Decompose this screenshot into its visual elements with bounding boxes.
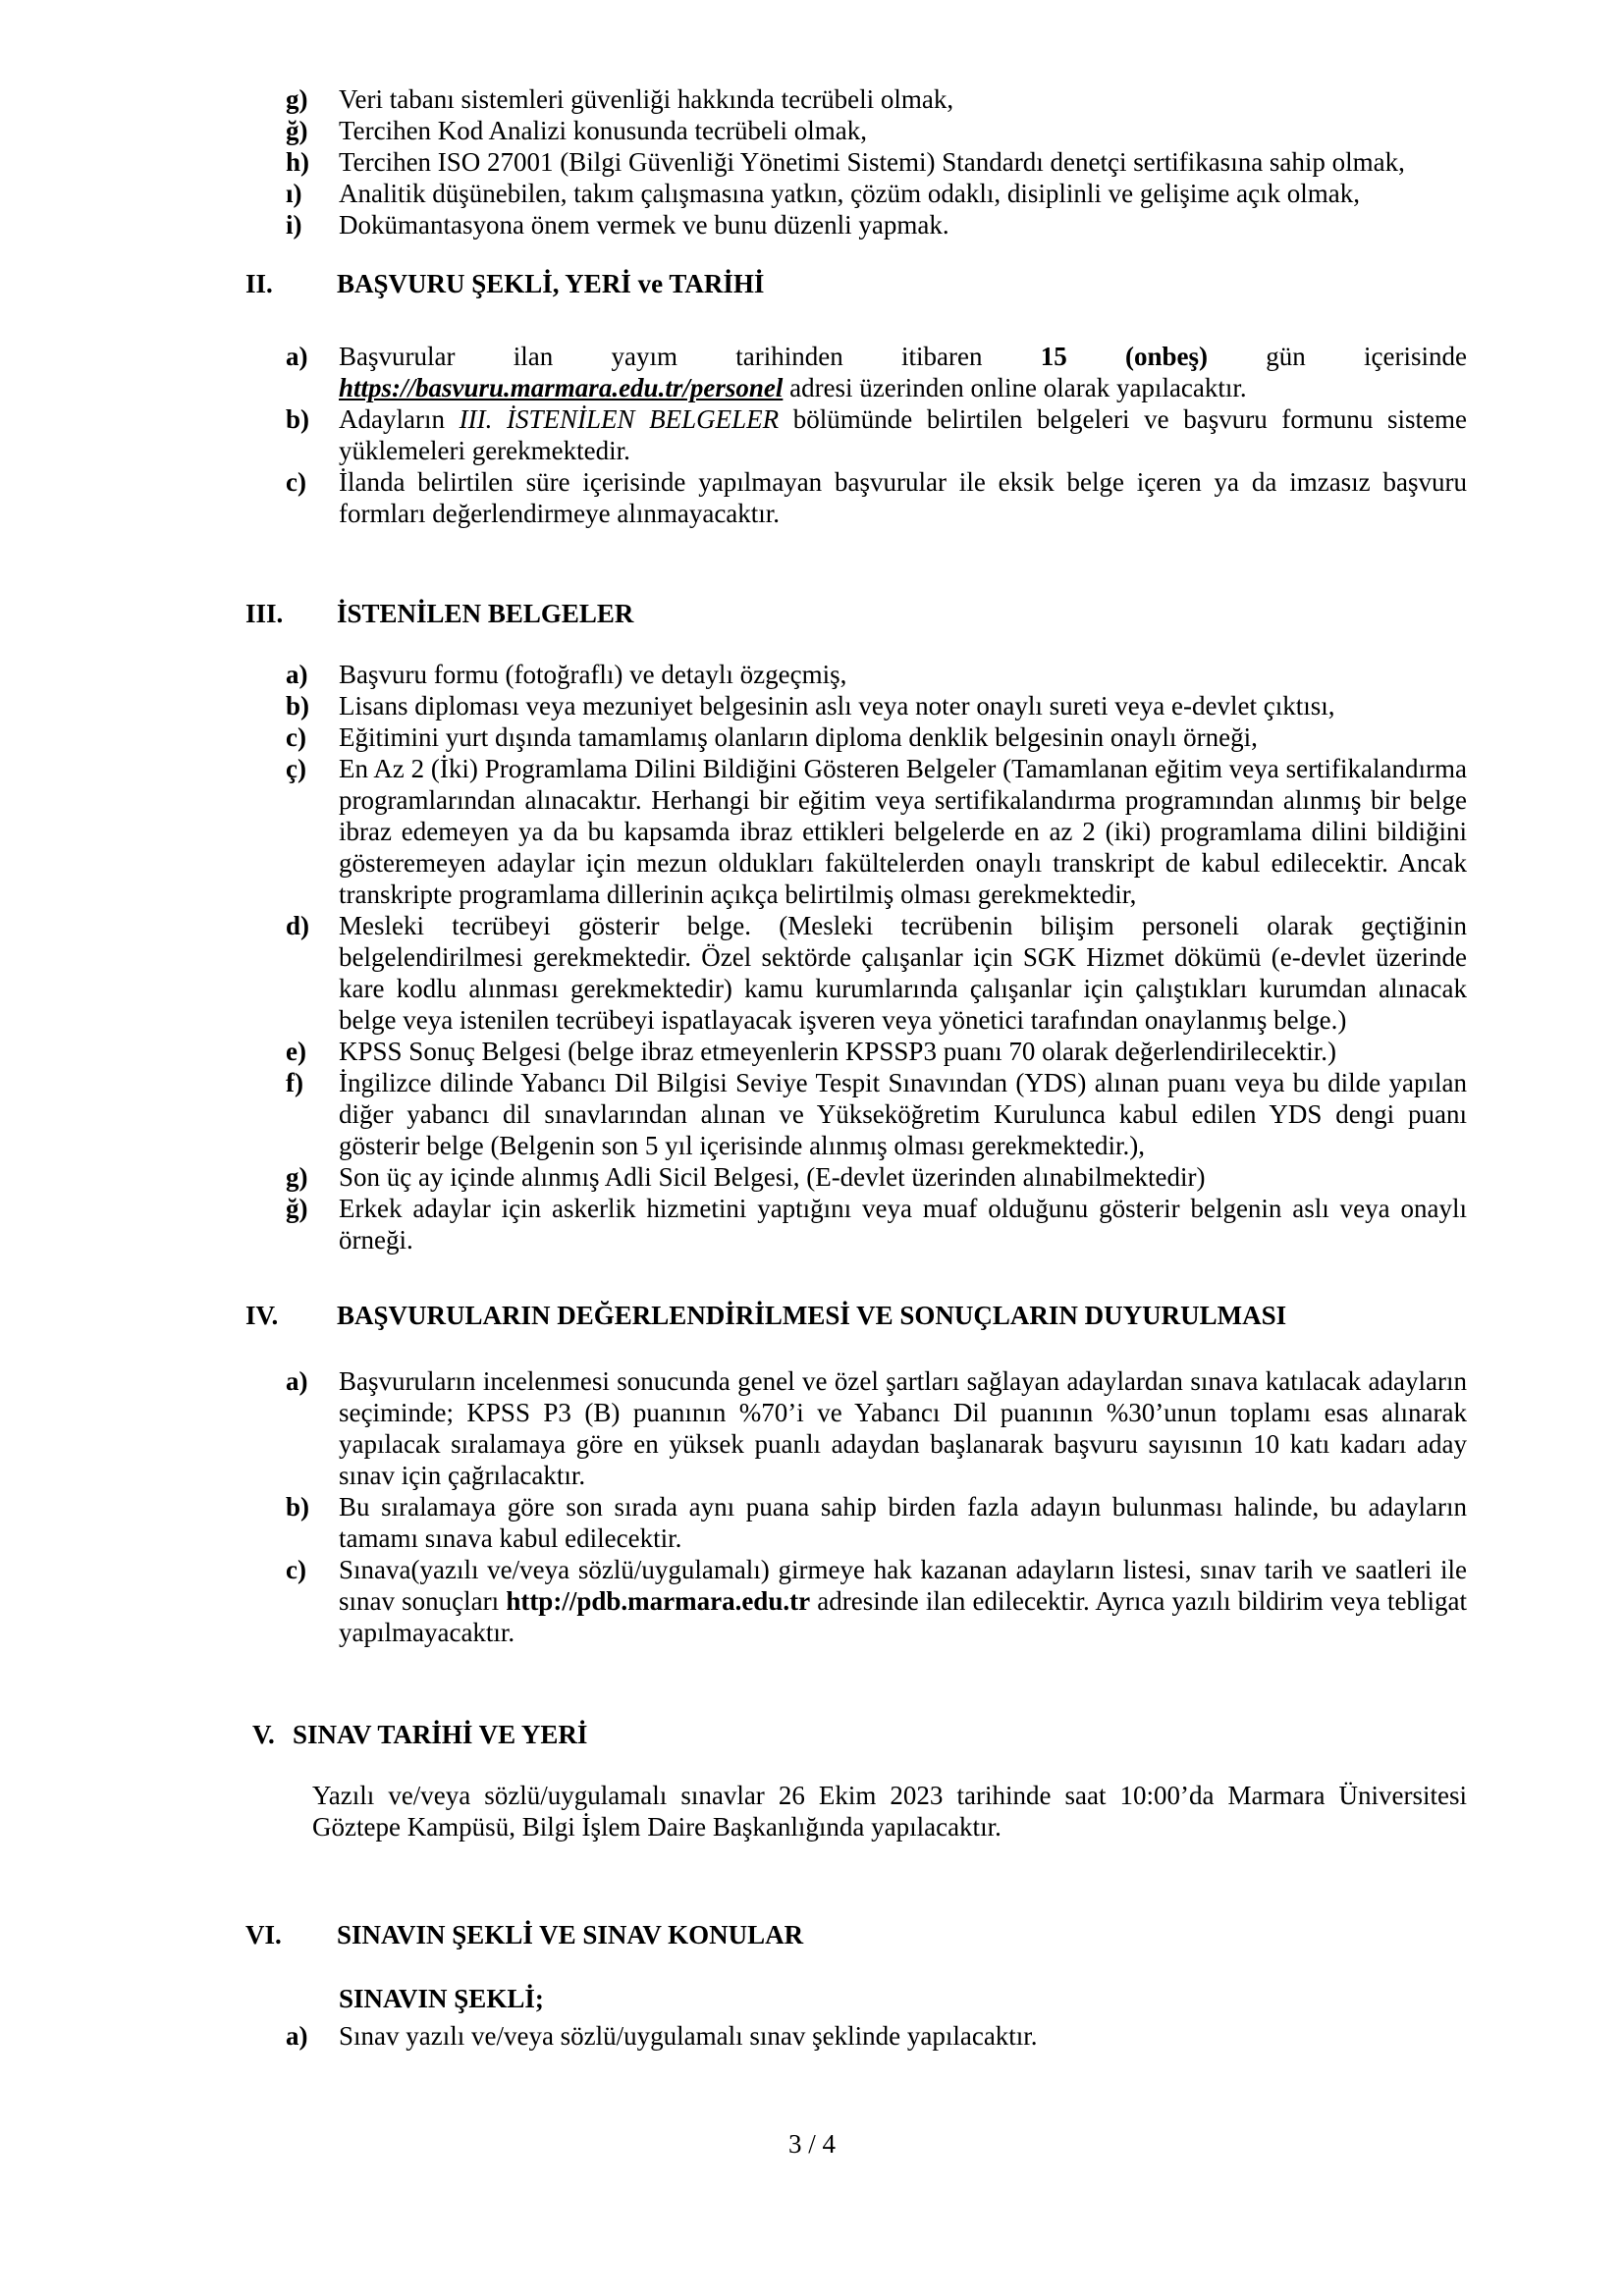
item-marker: i)	[286, 210, 302, 240]
document-content	[0, 83, 1624, 2052]
item-text: En Az 2 (İki) Programlama Dilini Bildiğini Gösteren Belgeler (Tamamlanan eğitim veya sertifikalandırma programlarından alınacaktır. Herhangi bir eğitim veya sertifikalandırma programından alınmış bir belge ibraz edemeyen ya da bu kapsamda ibraz ettikleri belgelerde en az 2 (iki) programlama dilini bildiğini gösteremeyen adaylar için mezun oldukları fakültelerden onaylı transkript de kabul edilecektir. Ancak transkripte programlama dillerinin açıkça belirtilmiş olması gerekmektedir,	[339, 754, 1467, 909]
item-text: Erkek adaylar için askerlik hizmetini yaptığını veya muaf olduğunu gösterir belgenin aslı veya onaylı örneği.	[339, 1194, 1467, 1255]
list-item	[286, 466, 1467, 529]
item-text-part: bölümünde belirtilen belgeleri ve başvuru formunu sisteme yüklemeleri gerekmektedir.	[339, 404, 1467, 465]
list-item	[286, 1161, 1467, 1193]
item-text: Lisans diploması veya mezuniyet belgesinin aslı veya noter onaylı sureti veya e-devlet çıktısı,	[339, 691, 1335, 721]
item-text-part: adresi üzerinden online olarak yapılacaktır.	[783, 373, 1247, 402]
item-text-part: adresinde ilan edilecektir. Ayrıca yazılı bildirim veya tebligat yapılmayacaktır.	[339, 1586, 1467, 1647]
item-marker: b)	[286, 1492, 310, 1522]
item-text: Sınav yazılı ve/veya sözlü/uygulamalı sınav şeklinde yapılacaktır.	[339, 2021, 1038, 2051]
results-url-bold: http://pdb.marmara.edu.tr	[506, 1586, 811, 1616]
item-marker: ğ)	[286, 1194, 308, 1223]
qualification-list	[0, 83, 1624, 240]
section-title: SINAVIN ŞEKLİ VE SINAV KONULAR	[337, 1920, 804, 1949]
list-item	[286, 721, 1467, 753]
section-title: BAŞVURU ŞEKLİ, YERİ ve TARİHİ	[337, 269, 765, 298]
list-item	[286, 341, 1467, 403]
section-number: IV.	[245, 1301, 279, 1330]
days-count-bold: 15 (onbeş)	[1040, 342, 1208, 371]
section-title: İSTENİLEN BELGELER	[337, 599, 634, 628]
item-marker: a)	[286, 2021, 308, 2051]
item-text-part: Başvurular ilan yayım tarihinden itibaren	[339, 342, 1041, 371]
list-item	[286, 1554, 1467, 1648]
item-text-part: gün içerisinde	[1208, 342, 1467, 371]
item-text: İngilizce dilinde Yabancı Dil Bilgisi Seviye Tespit Sınavından (YDS) alınan puanı veya bu dilde yapılan diğer yabancı dil sınavlarından alınan ve Yükseköğretim Kurulunca kabul edilen YDS dengi puanı gösterir belge (Belgenin son 5 yıl içerisinde alınmış olması gerekmektedir.),	[339, 1068, 1467, 1160]
list-item	[286, 690, 1467, 721]
item-text: Dokümantasyona önem vermek ve bunu düzenli yapmak.	[339, 210, 949, 240]
item-text-part: Sınava(yazılı ve/veya sözlü/uygulamalı) girmeye hak kazanan adayların listesi, sınav tarih ve saatleri ile sınav sonuçları	[339, 1555, 1467, 1616]
list-item	[286, 178, 1467, 209]
section-number: VI.	[245, 1920, 282, 1949]
item-text: Tercihen Kod Analizi konusunda tecrübeli olmak,	[339, 116, 867, 145]
item-text	[339, 403, 1467, 466]
item-marker: b)	[286, 691, 310, 721]
item-marker: a)	[286, 1366, 308, 1396]
section-number: V.	[252, 1720, 275, 1749]
list-item	[286, 146, 1467, 178]
list-item	[286, 2020, 1467, 2052]
item-marker: a)	[286, 342, 308, 371]
item-text	[339, 1554, 1467, 1648]
application-url-link[interactable]: https://basvuru.marmara.edu.tr/personel	[339, 373, 784, 402]
item-marker: c)	[286, 467, 306, 497]
item-text: Veri tabanı sistemleri güvenliği hakkında tecrübeli olmak,	[339, 84, 954, 114]
list-item	[286, 209, 1467, 240]
list-item	[286, 910, 1467, 1036]
item-marker: d)	[286, 911, 310, 940]
item-text: Başvuruların incelenmesi sonucunda genel ve özel şartları sağlayan adaylardan sınava katılacak adayların seçiminde; KPSS P3 (B) puanının %70’i ve Yabancı Dil puanının %30’unun toplamı esas alınarak yapılacak sıralamaya göre en yüksek puanlı adaydan başlanarak başvuru sayısının 10 katı kadarı aday sınav için çağrılacaktır.	[339, 1366, 1467, 1490]
section-iv-items	[0, 1365, 1624, 1648]
section-iv-heading	[245, 1300, 1467, 1331]
item-marker: a)	[286, 660, 308, 689]
section-ii-items	[0, 341, 1624, 529]
item-text	[339, 341, 1467, 403]
list-item	[286, 1067, 1467, 1161]
list-item	[286, 1193, 1467, 1255]
item-text: Başvuru formu (fotoğraflı) ve detaylı özgeçmiş,	[339, 660, 847, 689]
item-marker: ı)	[286, 179, 302, 208]
section-title: BAŞVURULARIN DEĞERLENDİRİLMESİ VE SONUÇLARIN DUYURULMASI	[337, 1301, 1287, 1330]
item-marker: c)	[286, 722, 306, 752]
list-item	[286, 83, 1467, 115]
exam-date-paragraph: Yazılı ve/veya sözlü/uygulamalı sınavlar 26 Ekim 2023 tarihinde saat 10:00’da Marmara Üniversitesi Göztepe Kampüsü, Bilgi İşlem Daire Başkanlığında yapılacaktır.	[312, 1781, 1467, 1842]
list-item	[286, 1365, 1467, 1491]
item-marker: b)	[286, 404, 310, 434]
section-vi-items	[0, 2020, 1624, 2052]
page-number: 3 / 4	[787, 2129, 836, 2159]
list-item	[286, 1491, 1467, 1554]
item-text: Bu sıralamaya göre son sırada aynı puana sahip birden fazla adayın bulunması halinde, bu adayların tamamı sınava kabul edilecektir.	[339, 1492, 1467, 1553]
list-item	[286, 659, 1467, 690]
item-text: Analitik düşünebilen, takım çalışmasına yatkın, çözüm odaklı, disiplinli ve gelişime açık olmak,	[339, 179, 1361, 208]
item-text: Tercihen ISO 27001 (Bilgi Güvenliği Yönetimi Sistemi) Standardı denetçi sertifikasına sahip olmak,	[339, 147, 1405, 177]
section-ii-heading	[245, 268, 1467, 299]
item-text: İlanda belirtilen süre içerisinde yapılmayan başvurular ile eksik belge içeren ya da imzasız başvuru formları değerlendirmeye alınmayacaktır.	[339, 467, 1467, 528]
item-text: Mesleki tecrübeyi gösterir belge. (Mesleki tecrübenin bilişim personeli olarak geçtiğinin belgelendirilmesi gerekmektedir. Özel sektörde çalışanlar için SGK Hizmet dökümü (e-devlet üzerinde kare kodlu alınması gerekmektedir) kamu kurumlarında çalışanlar için çalıştıkları kurumdan alınacak belge veya istenilen tecrübeyi ispatlayacak işveren veya yönetici tarafından onaylanmış belge.)	[339, 911, 1467, 1035]
item-marker: c)	[286, 1555, 306, 1584]
list-item	[286, 753, 1467, 910]
item-marker: ç)	[286, 754, 306, 783]
item-text: Son üç ay içinde alınmış Adli Sicil Belgesi, (E-devlet üzerinden alınabilmektedir)	[339, 1162, 1206, 1192]
item-marker: f)	[286, 1068, 303, 1097]
section-iii-heading	[245, 598, 1467, 629]
item-marker: h)	[286, 147, 310, 177]
list-item	[286, 403, 1467, 466]
item-marker: e)	[286, 1037, 306, 1066]
item-text-part: Adayların	[339, 404, 460, 434]
section-vi-heading	[245, 1919, 1467, 1950]
item-text: KPSS Sonuç Belgesi (belge ibraz etmeyenlerin KPSSP3 puanı 70 olarak değerlendirilecektir.)	[339, 1037, 1337, 1066]
list-item	[286, 115, 1467, 146]
section-v-heading	[252, 1719, 1467, 1750]
list-item	[286, 1036, 1467, 1067]
section-number: II.	[245, 269, 273, 298]
section-iii-items	[0, 659, 1624, 1255]
section-title: SINAV TARİHİ VE YERİ	[293, 1720, 588, 1749]
item-marker: g)	[286, 1162, 308, 1192]
section-number: III.	[245, 599, 284, 628]
item-marker: g)	[286, 84, 308, 114]
item-text: Eğitimini yurt dışında tamamlamış olanların diploma denklik belgesinin onaylı örneği,	[339, 722, 1258, 752]
item-marker: ğ)	[286, 116, 308, 145]
exam-format-subheading: SINAVIN ŞEKLİ;	[339, 1984, 544, 2013]
section-reference-italic: III. İSTENİLEN BELGELER	[459, 404, 780, 434]
